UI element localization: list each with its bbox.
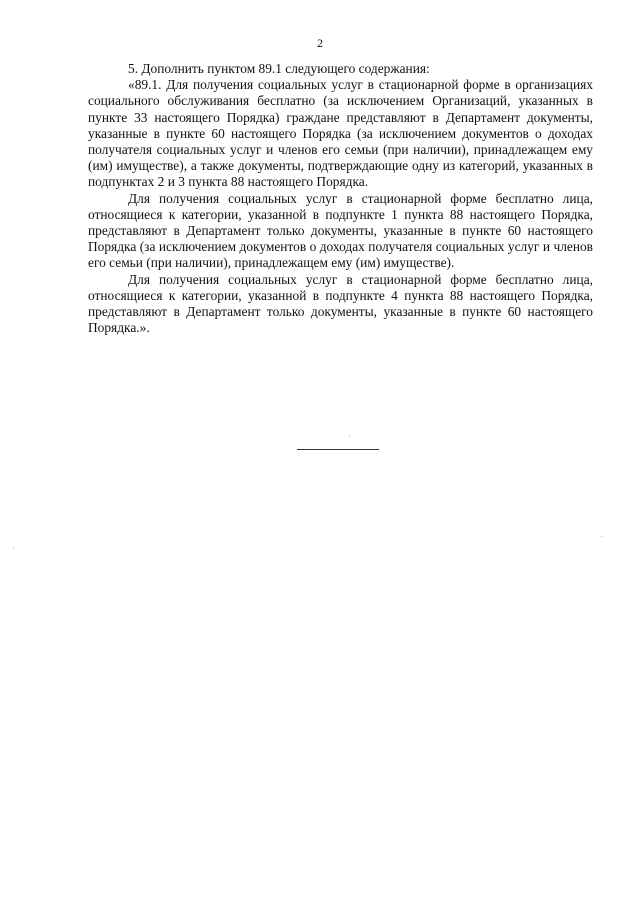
document-body xyxy=(88,61,593,336)
paragraph-amendment-intro: 5. Дополнить пунктом 89.1 следующего содержания: xyxy=(128,61,430,76)
paragraph-category-1: Для получения социальных услуг в стационарной форме бесплатно лица, относящиеся к категории, указанной в подпункте 1 пункта 88 настоящего Порядка, представляют в Департамент только документы, указанные в пункте 60 настоящего Порядка (за исключением документов о доходах получателя социальных услуг и членов его семьи (при наличии), принадлежащем ему (им) имуществе). xyxy=(88,190,593,271)
page-number: 2 xyxy=(317,36,323,50)
scan-speck xyxy=(13,548,14,549)
scan-speck xyxy=(601,536,602,537)
paragraph-89-1: «89.1. Для получения социальных услуг в стационарной форме в организациях социального обслуживания бесплатно (за исключением Организаций, указанных в пункте 33 настоящего Порядка) граждане представляют в Департамент документы, указанные в пункте 60 настоящего Порядка (за исключением документов о доходах получателя социальных услуг и членов его семьи (при наличии), принадлежащем ему (им) имуществе), а также документы, подтверждающие одну из категорий, указанных в подпунктах 2 и 3 пункта 88 настоящего Порядка. xyxy=(88,77,593,190)
end-of-text-rule xyxy=(297,449,379,450)
scan-speck xyxy=(349,436,350,437)
paragraph-category-4: Для получения социальных услуг в стационарной форме бесплатно лица, относящиеся к категории, указанной в подпункте 4 пункта 88 настоящего Порядка, представляют в Департамент только документы, указанные в пункте 60 настоящего Порядка.». xyxy=(88,271,593,336)
